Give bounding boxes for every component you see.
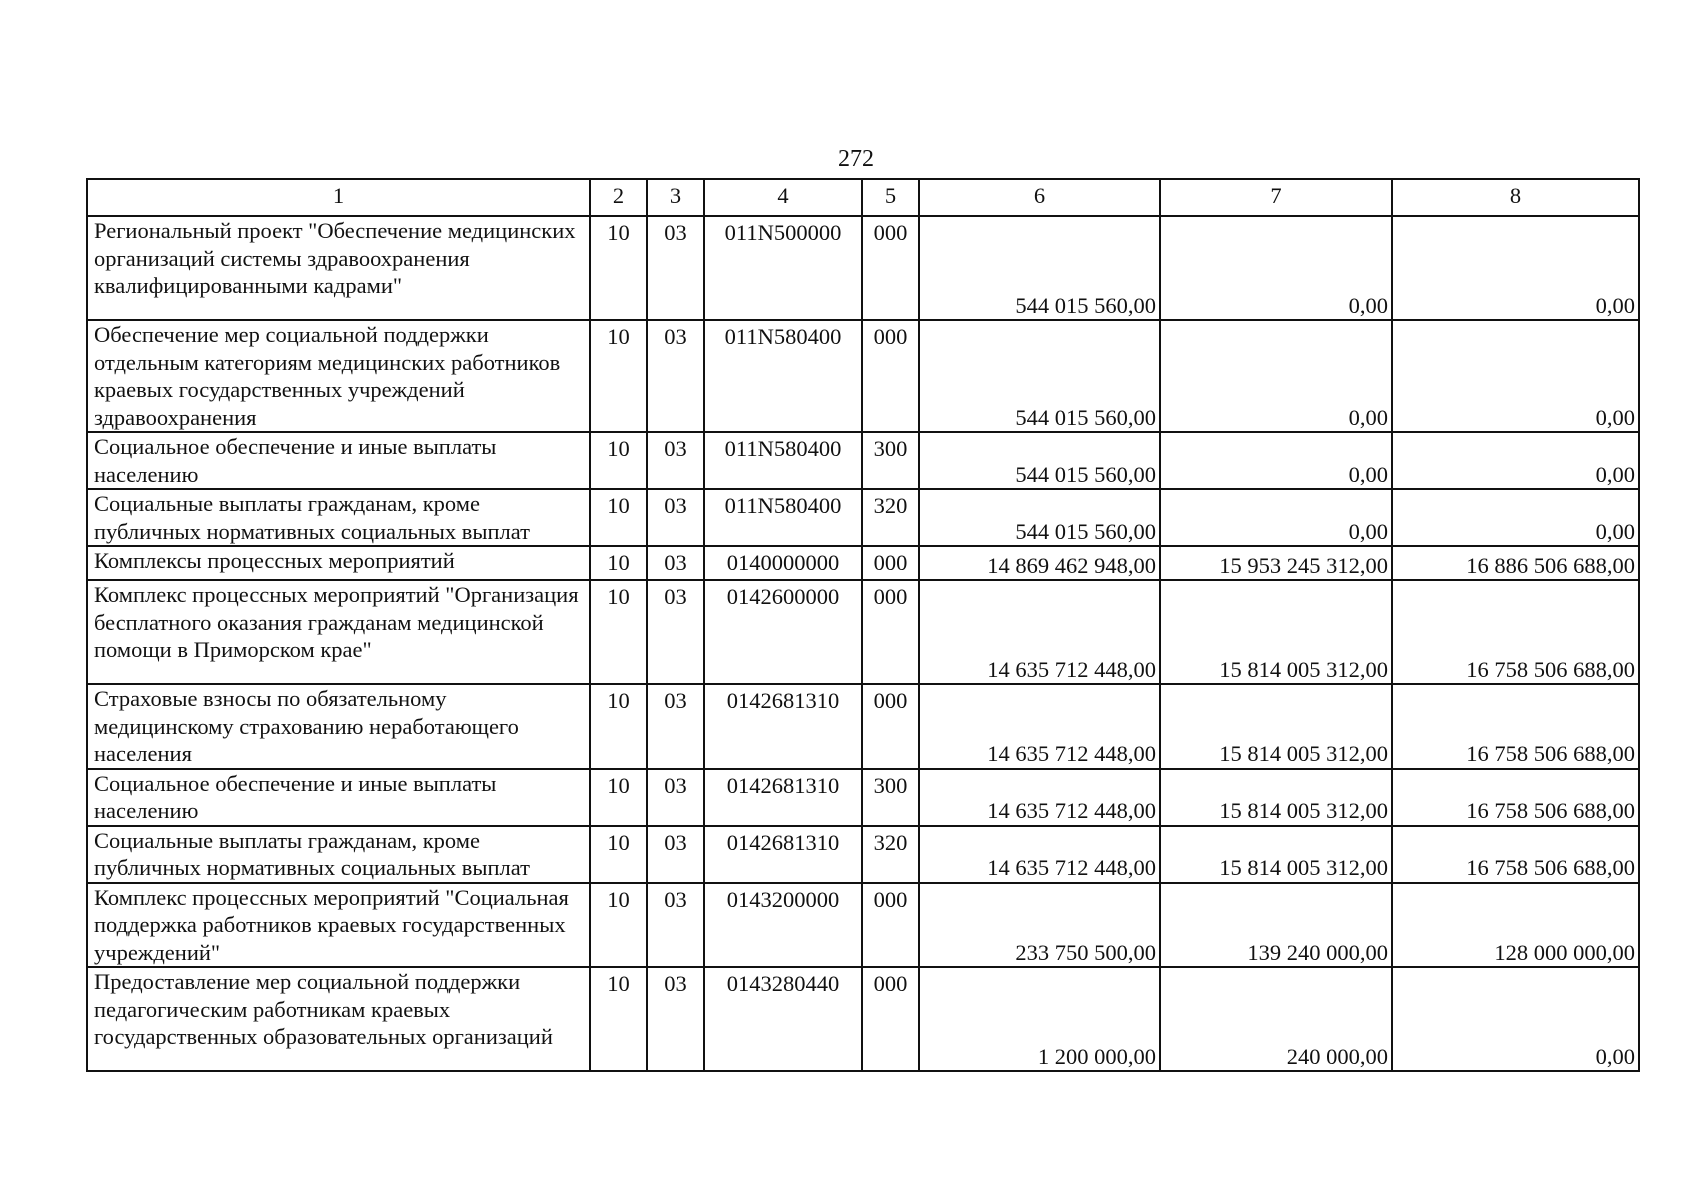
amount-col-6: 14 869 462 948,00 [919, 546, 1160, 580]
section-code: 10 [590, 216, 647, 320]
column-header: 3 [647, 179, 704, 216]
amount-col-7: 15 953 245 312,00 [1160, 546, 1392, 580]
subsection-code: 03 [647, 684, 704, 769]
target-article-code: 0142600000 [704, 580, 862, 684]
section-code: 10 [590, 883, 647, 968]
table-row [87, 432, 1639, 489]
row-name: Комплекс процессных мероприятий "Социальная поддержка работников краевых государственных учреждений" [87, 883, 590, 968]
amount-col-7: 0,00 [1160, 489, 1392, 546]
target-article-code: 0142681310 [704, 769, 862, 826]
target-article-code: 0142681310 [704, 684, 862, 769]
amount-col-6: 544 015 560,00 [919, 216, 1160, 320]
section-code: 10 [590, 546, 647, 580]
amount-col-6: 233 750 500,00 [919, 883, 1160, 968]
table-row [87, 489, 1639, 546]
amount-col-7: 15 814 005 312,00 [1160, 580, 1392, 684]
expense-type-code: 000 [862, 216, 919, 320]
target-article-code: 0143200000 [704, 883, 862, 968]
table-header-row [87, 179, 1639, 216]
section-code: 10 [590, 489, 647, 546]
amount-col-6: 1 200 000,00 [919, 967, 1160, 1071]
subsection-code: 03 [647, 432, 704, 489]
expense-type-code: 300 [862, 432, 919, 489]
amount-col-8: 16 758 506 688,00 [1392, 826, 1639, 883]
amount-col-7: 15 814 005 312,00 [1160, 826, 1392, 883]
amount-col-8: 0,00 [1392, 489, 1639, 546]
amount-col-7: 0,00 [1160, 432, 1392, 489]
row-name: Региональный проект "Обеспечение медицинских организаций системы здравоохранения квалифицированными кадрами" [87, 216, 590, 320]
amount-col-6: 544 015 560,00 [919, 432, 1160, 489]
row-name: Страховые взносы по обязательному медицинскому страхованию неработающего населения [87, 684, 590, 769]
target-article-code: 0143280440 [704, 967, 862, 1071]
table-row [87, 883, 1639, 968]
row-name: Комплексы процессных мероприятий [87, 546, 590, 580]
amount-col-8: 0,00 [1392, 432, 1639, 489]
amount-col-7: 0,00 [1160, 216, 1392, 320]
table-row [87, 320, 1639, 432]
row-name: Социальные выплаты гражданам, кроме публичных нормативных социальных выплат [87, 826, 590, 883]
amount-col-8: 16 886 506 688,00 [1392, 546, 1639, 580]
subsection-code: 03 [647, 216, 704, 320]
column-header: 5 [862, 179, 919, 216]
expense-type-code: 320 [862, 826, 919, 883]
subsection-code: 03 [647, 826, 704, 883]
column-header: 7 [1160, 179, 1392, 216]
table-row [87, 546, 1639, 580]
subsection-code: 03 [647, 967, 704, 1071]
amount-col-8: 16 758 506 688,00 [1392, 684, 1639, 769]
section-code: 10 [590, 320, 647, 432]
section-code: 10 [590, 432, 647, 489]
amount-col-8: 0,00 [1392, 967, 1639, 1071]
amount-col-6: 14 635 712 448,00 [919, 684, 1160, 769]
expense-type-code: 000 [862, 320, 919, 432]
amount-col-8: 16 758 506 688,00 [1392, 769, 1639, 826]
expense-type-code: 300 [862, 769, 919, 826]
table-row [87, 826, 1639, 883]
row-name: Комплекс процессных мероприятий "Организация бесплатного оказания гражданам медицинской помощи в Приморском крае" [87, 580, 590, 684]
amount-col-8: 16 758 506 688,00 [1392, 580, 1639, 684]
section-code: 10 [590, 826, 647, 883]
row-name: Обеспечение мер социальной поддержки отдельным категориям медицинских работников краевых государственных учреждений здравоохранения [87, 320, 590, 432]
amount-col-7: 0,00 [1160, 320, 1392, 432]
section-code: 10 [590, 684, 647, 769]
subsection-code: 03 [647, 320, 704, 432]
expense-type-code: 000 [862, 967, 919, 1071]
target-article-code: 0142681310 [704, 826, 862, 883]
table-row [87, 684, 1639, 769]
target-article-code: 011N580400 [704, 432, 862, 489]
column-header: 6 [919, 179, 1160, 216]
amount-col-8: 0,00 [1392, 320, 1639, 432]
target-article-code: 011N580400 [704, 489, 862, 546]
section-code: 10 [590, 967, 647, 1071]
subsection-code: 03 [647, 546, 704, 580]
expense-type-code: 320 [862, 489, 919, 546]
amount-col-6: 544 015 560,00 [919, 320, 1160, 432]
section-code: 10 [590, 580, 647, 684]
page-number: 272 [838, 146, 874, 172]
target-article-code: 0140000000 [704, 546, 862, 580]
amount-col-7: 240 000,00 [1160, 967, 1392, 1071]
amount-col-8: 128 000 000,00 [1392, 883, 1639, 968]
subsection-code: 03 [647, 580, 704, 684]
section-code: 10 [590, 769, 647, 826]
table-row [87, 580, 1639, 684]
expense-type-code: 000 [862, 580, 919, 684]
column-header: 8 [1392, 179, 1639, 216]
table-row [87, 216, 1639, 320]
table-row [87, 967, 1639, 1071]
amount-col-8: 0,00 [1392, 216, 1639, 320]
row-name: Социальные выплаты гражданам, кроме публичных нормативных социальных выплат [87, 489, 590, 546]
row-name: Социальное обеспечение и иные выплаты населению [87, 432, 590, 489]
row-name: Социальное обеспечение и иные выплаты населению [87, 769, 590, 826]
amount-col-7: 15 814 005 312,00 [1160, 769, 1392, 826]
subsection-code: 03 [647, 769, 704, 826]
subsection-code: 03 [647, 883, 704, 968]
column-header: 1 [87, 179, 590, 216]
amount-col-6: 14 635 712 448,00 [919, 769, 1160, 826]
target-article-code: 011N500000 [704, 216, 862, 320]
row-name: Предоставление мер социальной поддержки педагогическим работникам краевых государственных образовательных организаций [87, 967, 590, 1071]
subsection-code: 03 [647, 489, 704, 546]
column-header: 2 [590, 179, 647, 216]
target-article-code: 011N580400 [704, 320, 862, 432]
expense-type-code: 000 [862, 684, 919, 769]
budget-table [86, 178, 1640, 1072]
amount-col-7: 139 240 000,00 [1160, 883, 1392, 968]
column-header: 4 [704, 179, 862, 216]
amount-col-6: 544 015 560,00 [919, 489, 1160, 546]
expense-type-code: 000 [862, 883, 919, 968]
expense-type-code: 000 [862, 546, 919, 580]
amount-col-7: 15 814 005 312,00 [1160, 684, 1392, 769]
table-row [87, 769, 1639, 826]
amount-col-6: 14 635 712 448,00 [919, 580, 1160, 684]
amount-col-6: 14 635 712 448,00 [919, 826, 1160, 883]
